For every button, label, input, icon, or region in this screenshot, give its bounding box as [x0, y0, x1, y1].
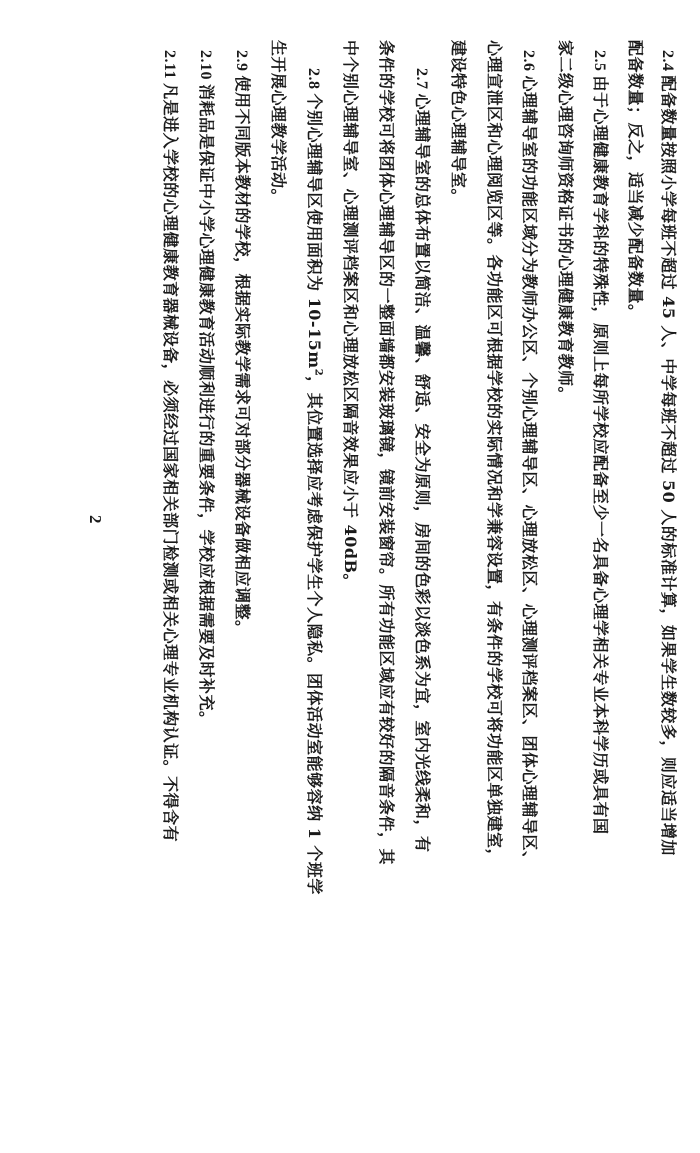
paragraph-2-4-line-1 [657, 50, 678, 856]
paragraph-text: 凡是进入学校的心理健康教育器械设备，必须经过国家相关部门检测或相关心理专业机构认证。不得含有 [161, 83, 180, 843]
paragraph-number: 2.9 [233, 50, 250, 72]
paragraph-2-7-line-1 [411, 68, 432, 853]
paragraph-text: 由于心理健康教育学科的特殊性，原则上每所学校应配备至少一名具备心理学相关专业本科学历或具有国 [591, 75, 610, 835]
paragraph-2-6-line-2: 心理宣泄区和心理阅览区等。各功能区可根据学校的实际情况和学兼容设置，有条件的学校可将功能区单独建室， [485, 40, 504, 866]
paragraph-number: 2.8 [305, 68, 322, 90]
paragraph-2-5-line-1 [589, 50, 610, 835]
paragraph-2-5-line-2: 家二级心理咨询师资格证书的心理健康教育教师。 [556, 40, 575, 404]
paragraph-number: 2.7 [413, 68, 430, 90]
paragraph-number: 2.5 [591, 50, 608, 72]
superscript-2: 2 [312, 368, 324, 377]
paragraph-text: 心理辅导室的功能区域分为教师办公区、个别心理辅导区、心理放松区、心理测评档案区、团体心理辅导区、 [520, 75, 539, 868]
paragraph-2-8-line-1 [303, 68, 324, 895]
paragraph-text: 心理辅导室的总体布置以简洁、温馨、舒适、安全为原则，房间的色彩以淡色系为宜，室内光线柔和，有 [413, 93, 432, 853]
paragraph-number: 2.6 [520, 50, 537, 72]
paragraph-number: 2.4 [659, 50, 676, 72]
paragraph-number: 2.11 [161, 50, 178, 80]
paragraph-2-7-line-2: 条件的学校可将团体心理辅导区的一整面墙都安装玻璃镜，镜前安装窗帘。所有功能区域应有较好的隔音条件，其 [377, 40, 396, 866]
paragraph-2-11-line-1 [159, 50, 180, 842]
paragraph-2-10-line-1 [195, 50, 216, 728]
paragraph-text-b: ，其位置选择应考虑保护学生个人隐私。团体活动室能够容纳 1 个班学 [305, 376, 324, 895]
paragraph-text: 配备数量按照小学每班不超过 45 人、中学每班不超过 50 人的标准计算，如果学生数较多，则应适当增加 [659, 75, 678, 856]
rotated-content [0, 40, 700, 1115]
paragraph-number: 2.10 [197, 50, 214, 80]
paragraph-2-7-line-3: 中个别心理辅导室、心理测评档案区和心理放松区隔音效果应小于 40dB。 [341, 40, 360, 591]
page-number: 2 [86, 515, 105, 524]
paragraph-2-4-line-2: 配备数量；反之，适当减少配备数量。 [626, 40, 645, 321]
paragraph-2-9-line-1 [231, 50, 252, 637]
paragraph-text: 使用不同版本教材的学校，根据实际教学需求可对部分器械设备做相应调整。 [233, 75, 252, 637]
paragraph-2-6-line-1 [518, 50, 539, 868]
paragraph-text: 消耗品是保证中小学心理健康教育活动顺利进行的重要条件，学校应根据需要及时补充。 [197, 84, 216, 728]
paragraph-text-a: 个别心理辅导区使用面积为 10-15m [305, 93, 324, 369]
paragraph-2-6-line-3: 建设特色心理辅导室。 [449, 40, 468, 206]
paragraph-2-8-line-2: 生开展心理教学活动。 [269, 40, 288, 206]
